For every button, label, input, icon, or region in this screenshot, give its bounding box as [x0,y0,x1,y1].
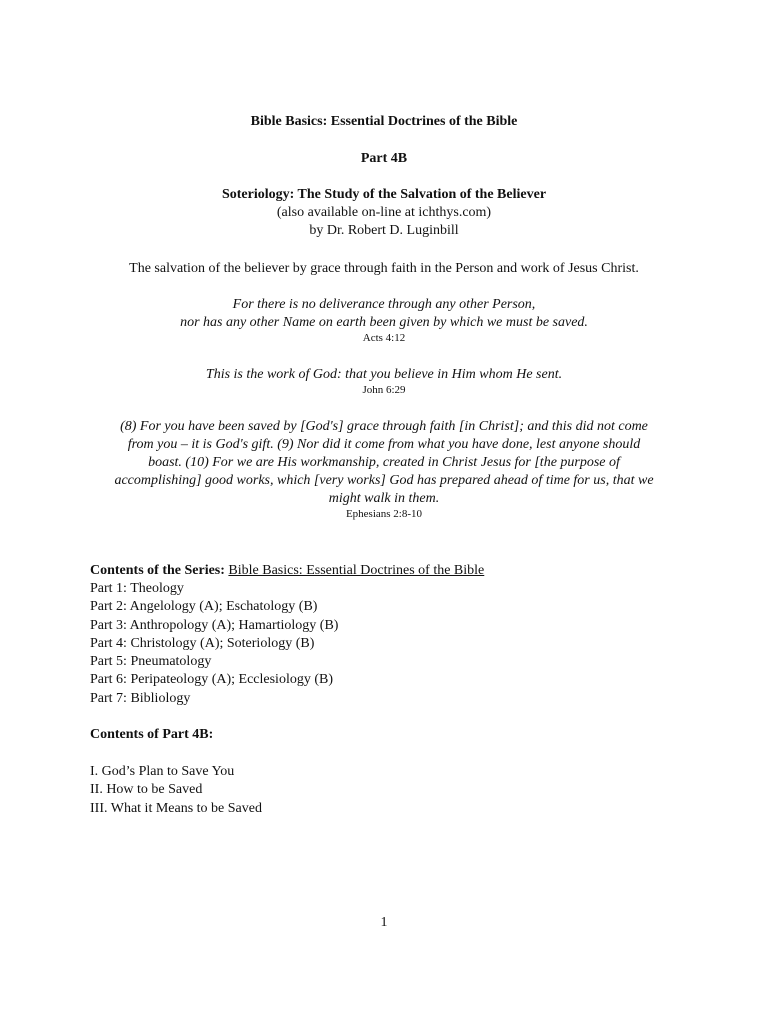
list-item: Part 4: Christology (A); Soteriology (B) [90,635,315,651]
quote-3-line-5: might walk in them. [328,491,440,506]
availability-note: (also available on-line at ichthys.com) [276,205,492,220]
list-item: Part 2: Angelology (A); Eschatology (B) [90,599,318,615]
quote-2-line-1: This is the work of God: that you believe in Him whom He sent. [205,367,563,382]
list-item: Part 3: Anthropology (A); Hamartiology (B) [90,617,339,633]
series-link[interactable]: Bible Basics: Essential Doctrines of the Bible [228,563,485,578]
series-heading: Contents of the Series: [90,563,225,578]
series-parts-list [90,580,690,708]
page-number: 1 [380,915,388,930]
list-item: Part 6: Peripateology (A); Ecclesiology (B) [90,672,333,688]
list-item: II. How to be Saved [90,782,203,798]
quote-3-line-2: from you – it is God's gift. (9) Nor did it come from what you have done, lest anyone should [127,437,641,452]
document-title: Bible Basics: Essential Doctrines of the Bible [250,114,518,129]
summary-text: The salvation of the believer by grace through faith in the Person and work of Jesus Christ. [129,261,639,276]
contents-heading: Contents of Part 4B: [90,727,214,742]
part-label: Part 4B [360,151,408,166]
list-item: Part 5: Pneumatology [90,654,212,670]
quote-3-line-4: accomplishing] good works, which [very works] God has prepared ahead of time for us, that we [114,473,654,488]
quote-1-reference: Acts 4:12 [362,332,406,344]
list-item: Part 1: Theology [90,581,184,596]
quote-3-line-1: (8) For you have been saved by [God's] grace through faith [in Christ]; and this did not come [120,419,648,434]
list-item: III. What it Means to be Saved [90,800,262,816]
author-line: by Dr. Robert D. Luginbill [309,223,459,238]
series-heading-line [90,562,690,579]
contents-list [90,763,690,818]
document-subtitle: Soteriology: The Study of the Salvation of the Believer [221,187,547,202]
list-item: I. God’s Plan to Save You [90,764,235,779]
quote-3-reference: Ephesians 2:8-10 [345,508,423,520]
quote-2-reference: John 6:29 [362,384,406,396]
quote-1-line-2: nor has any other Name on earth been given by which we must be saved. [180,315,588,330]
quote-1-line-1: For there is no deliverance through any other Person, [232,297,536,312]
list-item: Part 7: Bibliology [90,690,191,706]
quote-3-line-3: boast. (10) For we are His workmanship, created in Christ Jesus for [the purpose of [148,455,620,470]
